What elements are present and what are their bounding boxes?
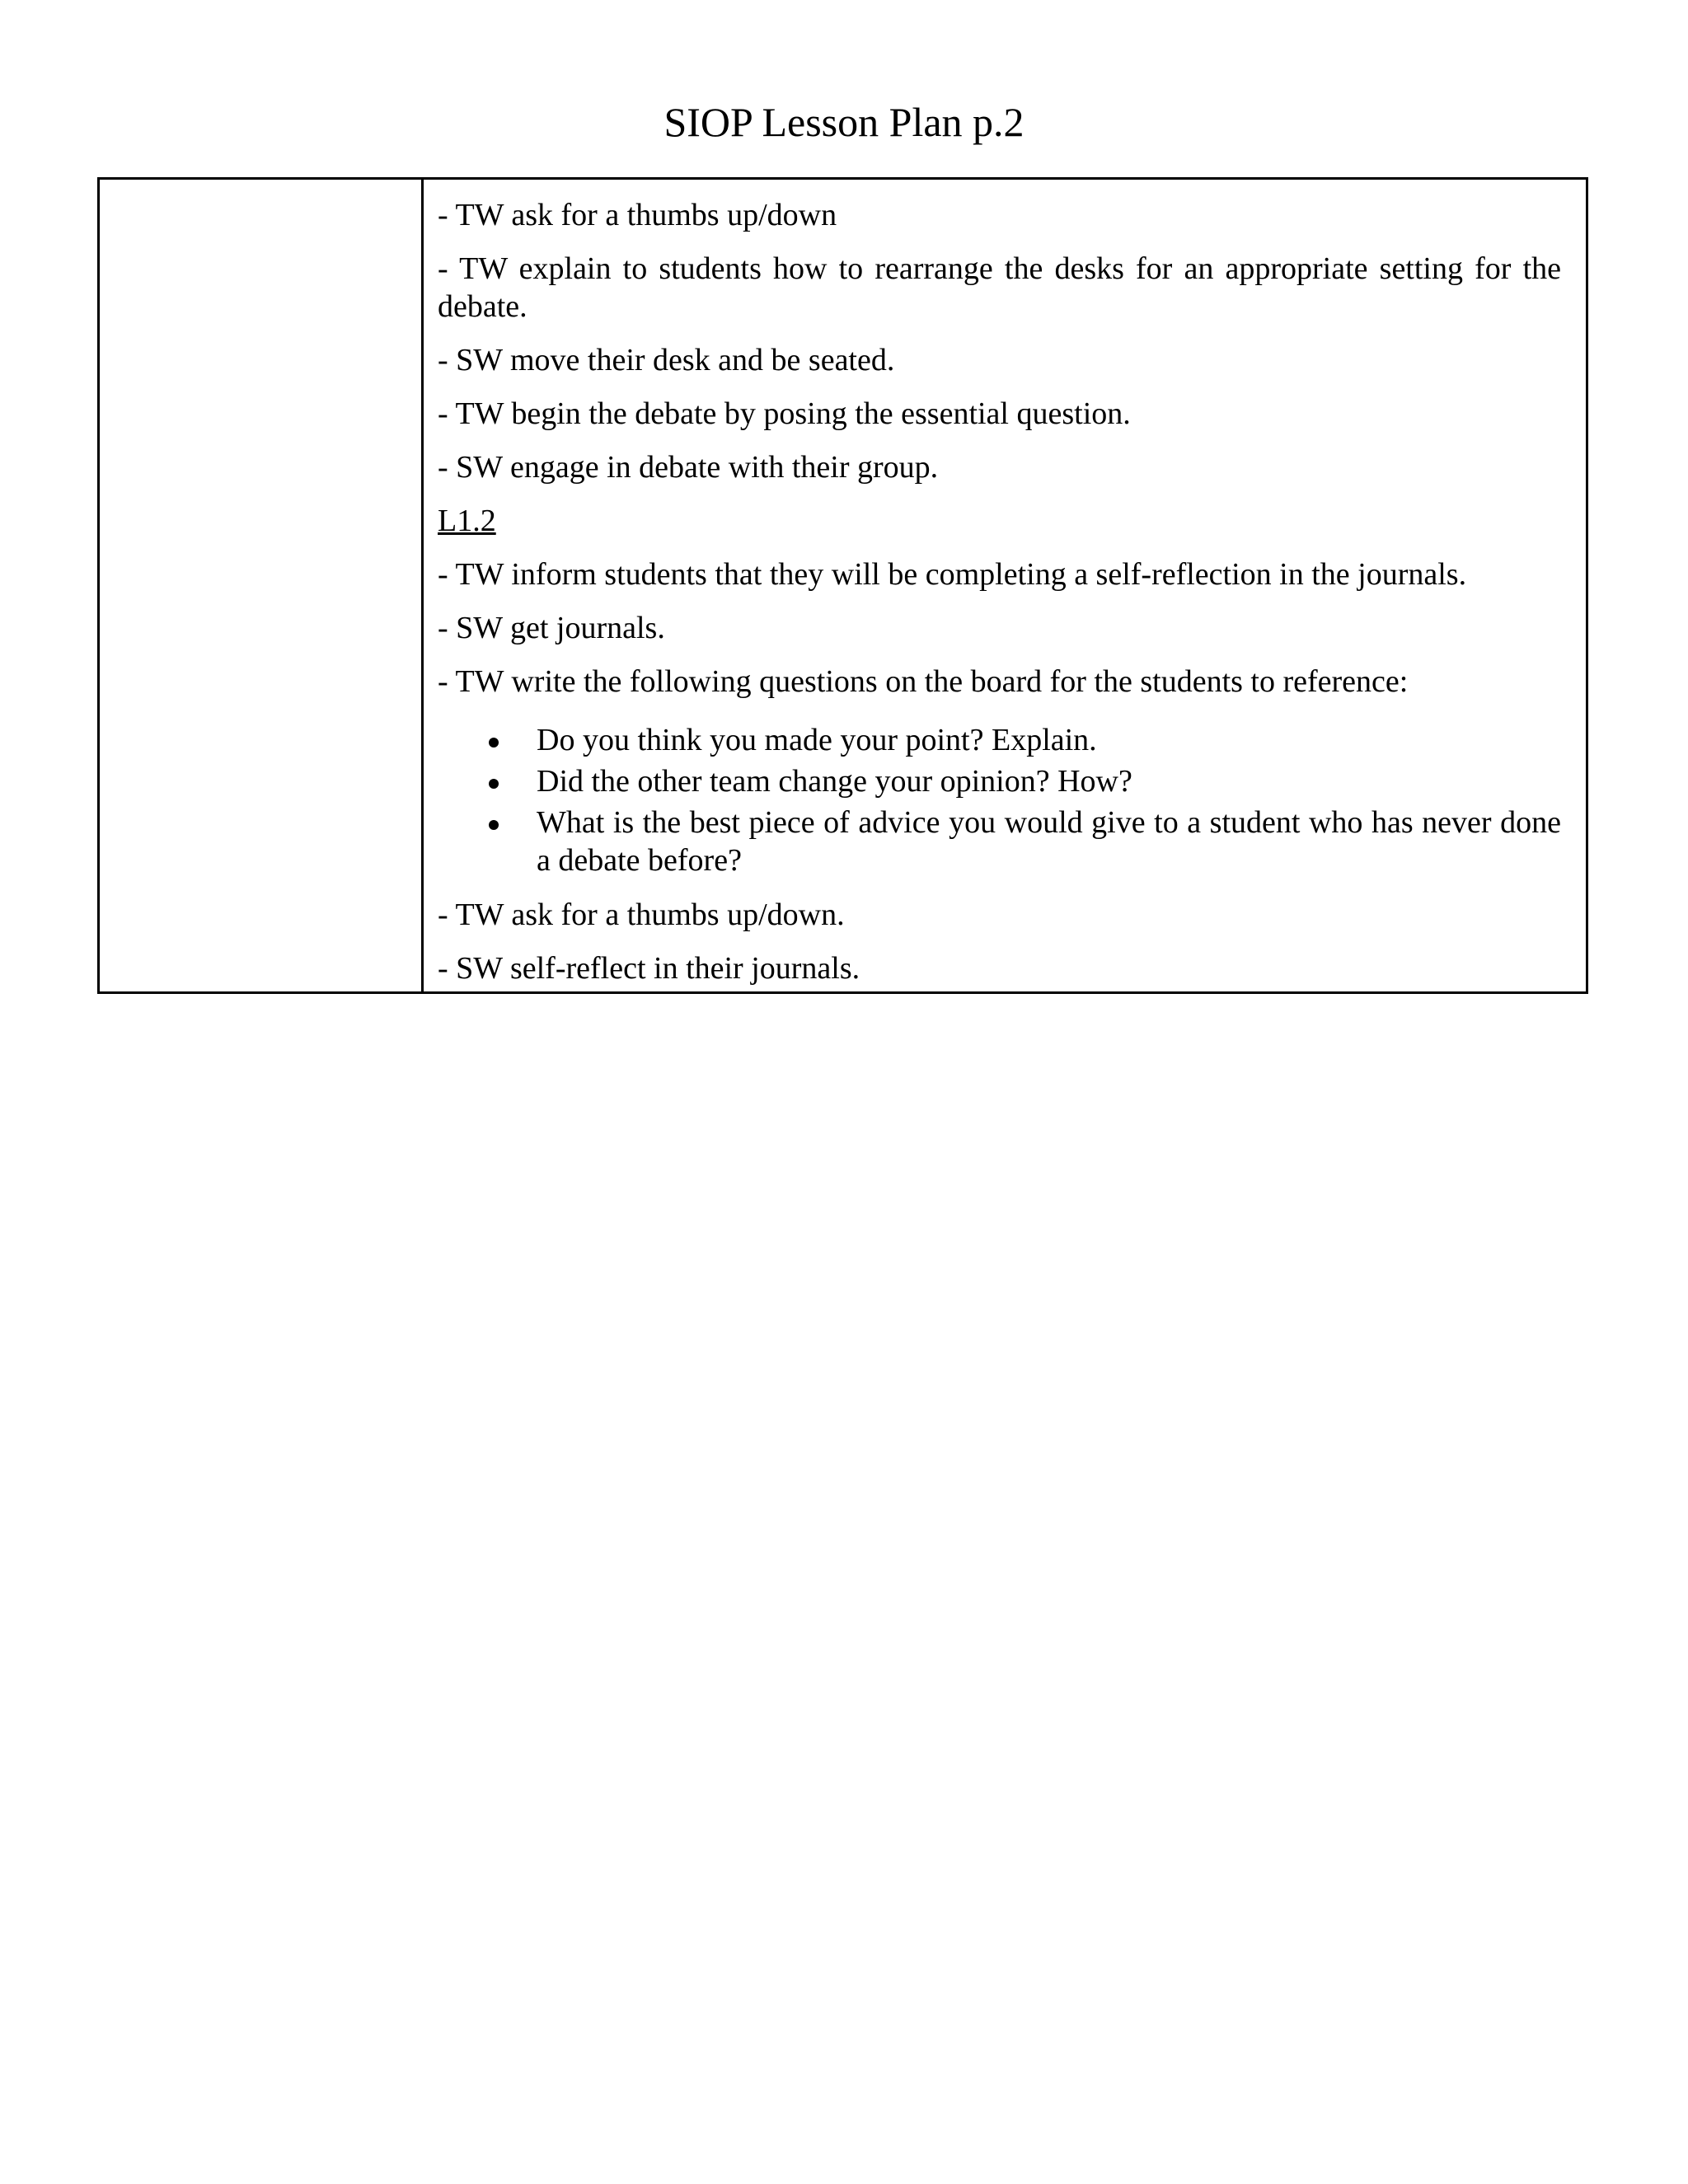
- bullet-icon: [485, 762, 502, 800]
- bullet-icon: [485, 804, 502, 841]
- instruction-line: - SW get journals.: [438, 611, 665, 645]
- page-title: SIOP Lesson Plan p.2: [663, 99, 1025, 145]
- lesson-plan-table: [97, 177, 1588, 994]
- question-text: Did the other team change your opinion? How?: [537, 764, 1132, 799]
- instruction-line: - SW self-reflect in their journals.: [438, 951, 860, 986]
- list-item: [438, 721, 1561, 762]
- question-text: What is the best piece of advice you would give to a student who has never done a debate before?: [537, 805, 1561, 878]
- section-label: L1.2: [438, 504, 496, 538]
- instruction-line: - TW write the following questions on the board for the students to reference:: [438, 664, 1409, 699]
- bullet-icon: [485, 721, 502, 759]
- table-left-cell: [100, 180, 424, 991]
- list-item: [438, 804, 1561, 879]
- instruction-line: - SW engage in debate with their group.: [438, 450, 939, 485]
- instruction-line: - TW inform students that they will be completing a self-reflection in the journals.: [438, 557, 1467, 592]
- instruction-line: - TW explain to students how to rearrange the desks for an appropriate setting for the debate.: [438, 251, 1561, 324]
- instruction-line: - TW ask for a thumbs up/down: [438, 198, 837, 232]
- instruction-line: - TW ask for a thumbs up/down.: [438, 898, 845, 932]
- question-list: [438, 721, 1561, 879]
- instruction-line: - SW move their desk and be seated.: [438, 343, 895, 377]
- question-text: Do you think you made your point? Explain.: [537, 723, 1097, 757]
- instruction-line: - TW begin the debate by posing the essential question.: [438, 396, 1131, 431]
- list-item: [438, 762, 1561, 804]
- table-right-cell: [424, 180, 1586, 991]
